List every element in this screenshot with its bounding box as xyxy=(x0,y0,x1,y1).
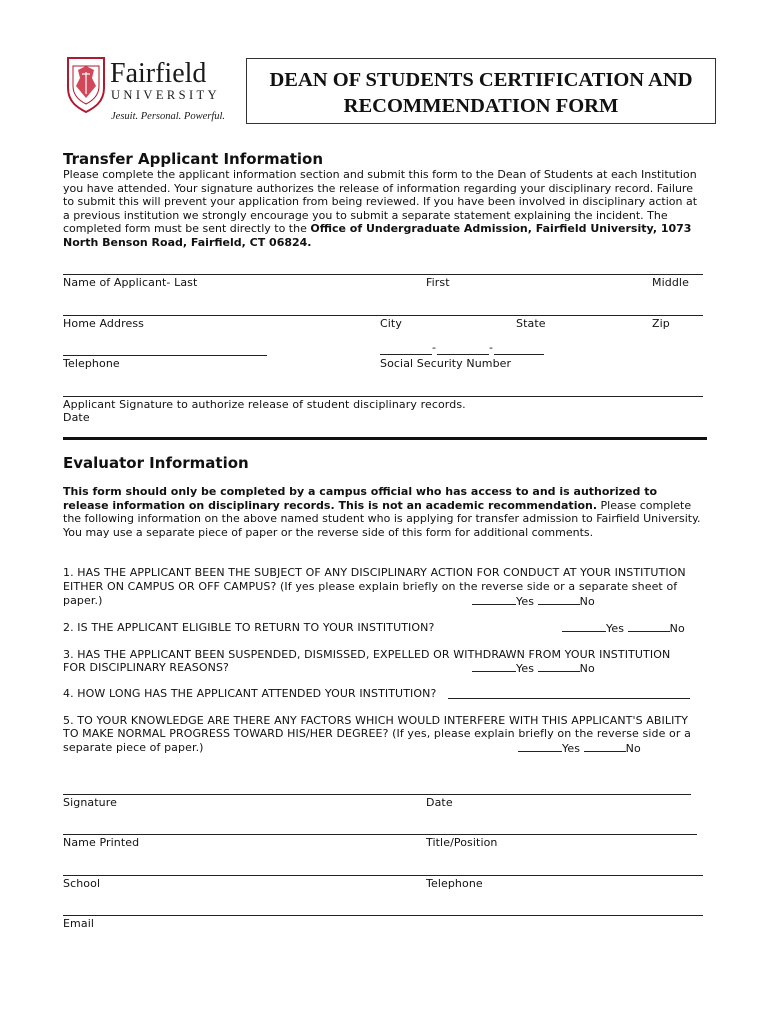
yes-label: Yes xyxy=(516,662,535,675)
question-1-line3: paper.) xyxy=(63,594,103,607)
university-logo xyxy=(66,56,226,126)
name-printed-label: Name Printed xyxy=(63,836,140,849)
question-3-answer[interactable] xyxy=(472,661,595,676)
question-5-answer[interactable] xyxy=(518,741,641,756)
question-5-line1: 5. TO YOUR KNOWLEDGE ARE THERE ANY FACTORS WHICH WOULD INTERFERE WITH THIS APPLICANT'S ABILITY xyxy=(63,714,689,727)
shield-crest-icon xyxy=(66,56,106,114)
question-5-line2: TO MAKE NORMAL PROGRESS TOWARD HIS/HER DEGREE? (If yes, please explain briefly on the reverse side or a xyxy=(63,727,691,740)
telephone-label: Telephone xyxy=(63,357,120,370)
evaluator-intro-text: Please complete the following information on the above named student who is applying for transfer admission to Fairfield University. You may use a separate piece of paper or the reverse side of this form for additional comments. xyxy=(63,498,701,539)
applicant-signature-line[interactable] xyxy=(63,396,703,397)
no-label: No xyxy=(579,595,595,608)
question-2-answer[interactable] xyxy=(562,621,685,636)
zip-label: Zip xyxy=(652,317,670,330)
question-4-answer-line[interactable] xyxy=(448,698,690,699)
email-label: Email xyxy=(63,917,95,930)
state-label: State xyxy=(516,317,546,330)
school-line[interactable] xyxy=(63,875,703,876)
logo-name: Fairfield xyxy=(110,58,207,89)
question-2: 2. IS THE APPLICANT ELIGIBLE TO RETURN TO YOUR INSTITUTION? xyxy=(63,621,435,634)
evaluator-intro xyxy=(63,485,703,539)
transfer-intro xyxy=(63,168,703,250)
ssn-label: Social Security Number xyxy=(380,357,512,370)
transfer-intro-text: Please complete the applicant information section and submit this form to the Dean of Students at each Institution you have attended. Your signature authorizes the release of information regarding your disciplinary record. Failure to submit this will prevent your application from being reviewed. If you have been involved in disciplinary action at a previous institution we strongly encourage you to submit a separate statement explaining the incident. The completed form must be sent directly to the xyxy=(63,168,698,236)
ssn-field[interactable]: - - xyxy=(380,343,544,355)
yes-label: Yes xyxy=(606,622,625,635)
no-label: No xyxy=(669,622,685,635)
transfer-heading: Transfer Applicant Information xyxy=(63,150,324,168)
first-name-label: First xyxy=(426,276,450,289)
applicant-signature-label: Applicant Signature to authorize release of student disciplinary records. xyxy=(63,398,466,411)
question-3-line1: 3. HAS THE APPLICANT BEEN SUSPENDED, DISMISSED, EXPELLED OR WITHDRAWN FROM YOUR INSTITUTION xyxy=(63,648,671,661)
name-line[interactable] xyxy=(63,274,703,275)
evaluator-heading: Evaluator Information xyxy=(63,454,249,472)
applicant-date-label: Date xyxy=(63,411,90,424)
no-label: No xyxy=(579,662,595,675)
email-line[interactable] xyxy=(63,915,703,916)
evaluator-intro-bold: This form should only be completed by a campus official who has access to and is authorized to release information on disciplinary records. This is not an academic recommendation. xyxy=(63,485,658,512)
transfer-intro-address: Office of Undergraduate Admission, Fairfield University, 1073 North Benson Road, Fairfield, CT 06824. xyxy=(63,222,692,249)
home-address-label: Home Address xyxy=(63,317,144,330)
telephone-line[interactable] xyxy=(63,355,267,356)
evaluator-telephone-label: Telephone xyxy=(426,877,483,890)
form-title-line1: DEAN OF STUDENTS CERTIFICATION AND xyxy=(269,69,693,91)
question-3-line2: FOR DISCIPLINARY REASONS? xyxy=(63,661,229,674)
question-4: 4. HOW LONG HAS THE APPLICANT ATTENDED YOUR INSTITUTION? xyxy=(63,687,437,700)
evaluator-date-label: Date xyxy=(426,796,453,809)
city-label: City xyxy=(380,317,402,330)
name-printed-line[interactable] xyxy=(63,834,697,835)
question-1-line1: 1. HAS THE APPLICANT BEEN THE SUBJECT OF ANY DISCIPLINARY ACTION FOR CONDUCT AT YOUR INSTITUTION xyxy=(63,566,686,579)
school-label: School xyxy=(63,877,101,890)
form-title-box xyxy=(246,58,716,124)
address-line[interactable] xyxy=(63,315,703,316)
title-position-label: Title/Position xyxy=(426,836,498,849)
evaluator-signature-label: Signature xyxy=(63,796,117,809)
no-label: No xyxy=(625,742,641,755)
logo-tagline: Jesuit. Personal. Powerful. xyxy=(111,111,226,122)
logo-university: UNIVERSITY xyxy=(111,88,220,102)
name-last-label: Name of Applicant- Last xyxy=(63,276,198,289)
evaluator-signature-line[interactable] xyxy=(63,794,691,795)
question-1-line2: EITHER ON CAMPUS OR OFF CAMPUS? (If yes please explain briefly on the reverse side or a separate sheet of xyxy=(63,580,678,593)
question-1-answer[interactable] xyxy=(472,594,595,609)
question-5-line3: separate piece of paper.) xyxy=(63,741,204,754)
yes-label: Yes xyxy=(516,595,535,608)
form-title-line2: RECOMMENDATION FORM xyxy=(343,95,619,117)
section-divider xyxy=(63,437,707,440)
yes-label: Yes xyxy=(562,742,581,755)
middle-name-label: Middle xyxy=(652,276,689,289)
